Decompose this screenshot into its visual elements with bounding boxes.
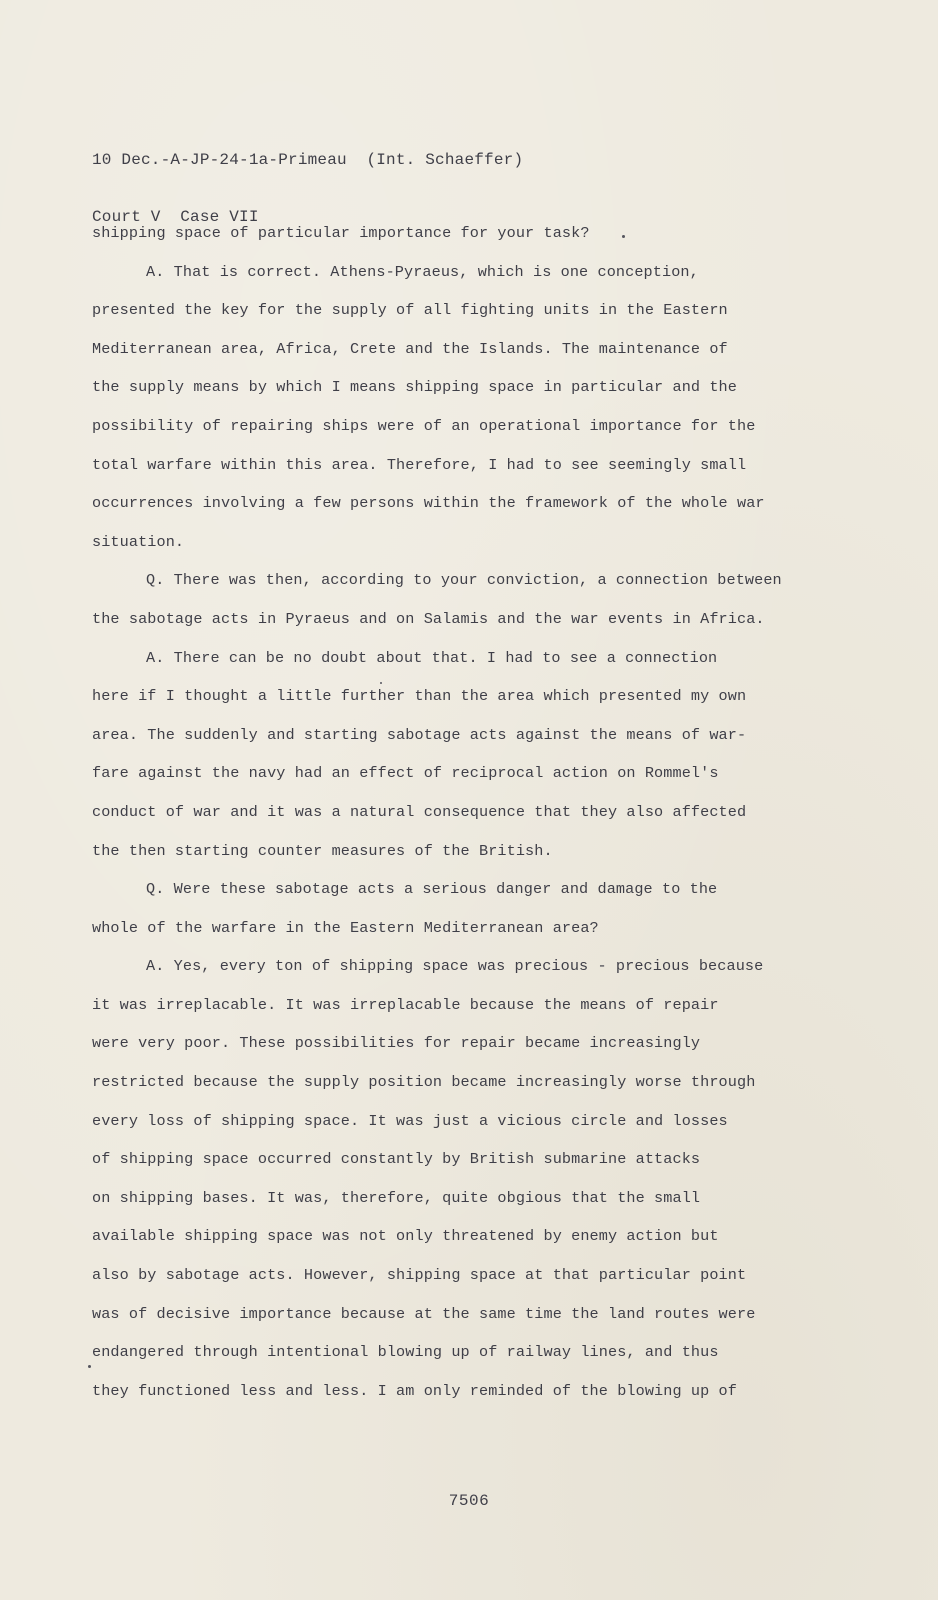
- text-line: on shipping bases. It was, therefore, quite obgious that the small: [92, 1188, 701, 1207]
- ink-speck: [380, 682, 382, 684]
- text-line: endangered through intentional blowing up of railway lines, and thus: [92, 1343, 719, 1362]
- text-line: it was irreplacable. It was irreplacable because the means of repair: [92, 995, 719, 1014]
- text-line: every loss of shipping space. It was just a vicious circle and losses: [92, 1111, 728, 1130]
- text-line: were very poor. These possibilities for repair became increasingly: [92, 1034, 701, 1053]
- text-line: Q. Were these sabotage acts a serious danger and damage to the: [146, 880, 718, 899]
- text-line: of shipping space occurred constantly by British submarine attacks: [92, 1150, 701, 1169]
- text-line: possibility of repairing ships were of an operational importance for the: [92, 416, 756, 435]
- text-line: occurrences involving a few persons within the framework of the whole war: [92, 494, 765, 513]
- text-line: fare against the navy had an effect of reciprocal action on Rommel's: [92, 764, 719, 783]
- header-reference: 10 Dec.-A-JP-24-1a-Primeau (Int. Schaeffer): [92, 151, 524, 169]
- text-line: A. Yes, every ton of shipping space was precious - precious because: [146, 957, 764, 976]
- text-line: here if I thought a little further than the area which presented my own: [92, 687, 747, 706]
- text-line: A. That is correct. Athens-Pyraeus, which is one conception,: [146, 262, 699, 281]
- text-line: was of decisive importance because at the same time the land routes were: [92, 1304, 756, 1323]
- ink-speck: [88, 1365, 91, 1368]
- text-line: available shipping space was not only threatened by enemy action but: [92, 1227, 719, 1246]
- testimony-body: [92, 214, 852, 1410]
- page-number: 7506: [448, 1492, 490, 1510]
- text-line: conduct of war and it was a natural consequence that they also affected: [92, 802, 747, 821]
- text-line: they functioned less and less. I am only reminded of the blowing up of: [92, 1381, 737, 1400]
- text-line: restricted because the supply position became increasingly worse through: [92, 1073, 756, 1092]
- text-line: A. There can be no doubt about that. I had to see a connection: [146, 648, 718, 667]
- text-line: the supply means by which I means shipping space in particular and the: [92, 378, 737, 397]
- text-line: presented the key for the supply of all fighting units in the Eastern: [92, 301, 728, 320]
- ink-speck: [622, 235, 625, 238]
- text-line: the sabotage acts in Pyraeus and on Salamis and the war events in Africa.: [92, 609, 765, 628]
- text-line: situation.: [92, 532, 185, 551]
- text-line: Mediterranean area, Africa, Crete and the Islands. The maintenance of: [92, 339, 728, 358]
- text-line: total warfare within this area. Therefore, I had to see seemingly small: [92, 455, 747, 474]
- text-line: whole of the warfare in the Eastern Mediterranean area?: [92, 918, 599, 937]
- text-line: area. The suddenly and starting sabotage acts against the means of war-: [92, 725, 747, 744]
- text-line: also by sabotage acts. However, shipping space at that particular point: [92, 1266, 747, 1285]
- text-line: shipping space of particular importance for your task?: [92, 224, 590, 242]
- header-court-case: Court V Case VII: [92, 208, 259, 226]
- text-line: the then starting counter measures of the British.: [92, 841, 553, 860]
- text-line: Q. There was then, according to your conviction, a connection between: [146, 571, 782, 590]
